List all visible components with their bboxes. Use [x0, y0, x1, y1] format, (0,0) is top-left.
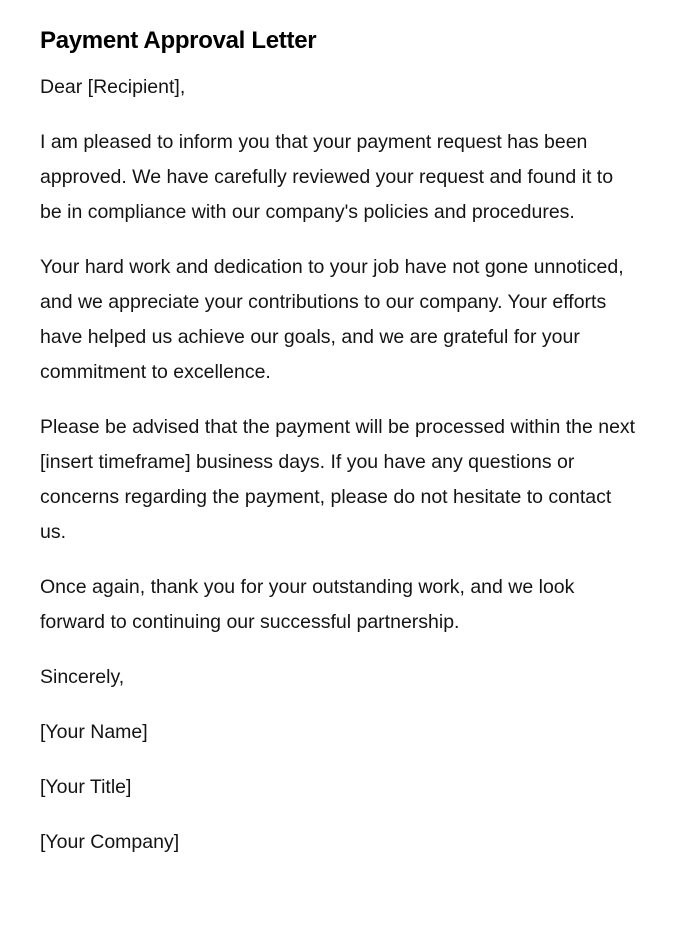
paragraph-thanks: Once again, thank you for your outstanding work, and we look forward to continuing our successful partnership.: [40, 576, 575, 633]
letter-body: [40, 25, 640, 880]
signature-name: [Your Name]: [40, 721, 148, 743]
signature-title: [Your Title]: [40, 776, 132, 798]
paragraph-appreciation: Your hard work and dedication to your job have not gone unnoticed, and we appreciate your contributions to our company. Your efforts have helped us achieve our goals, and we are grateful for your commitment to excellence.: [40, 256, 624, 383]
closing: Sincerely,: [40, 666, 125, 688]
letter-title: Payment Approval Letter: [40, 27, 317, 54]
paragraph-processing: Please be advised that the payment will be processed within the next [insert timeframe] business days. If you have any questions or concerns regarding the payment, please do not hesitate to contact us.: [40, 416, 636, 543]
signature-company: [Your Company]: [40, 831, 180, 853]
paragraph-approval: I am pleased to inform you that your payment request has been approved. We have carefully reviewed your request and found it to be in compliance with our company's policies and procedures.: [40, 131, 614, 223]
salutation: Dear [Recipient],: [40, 76, 186, 98]
